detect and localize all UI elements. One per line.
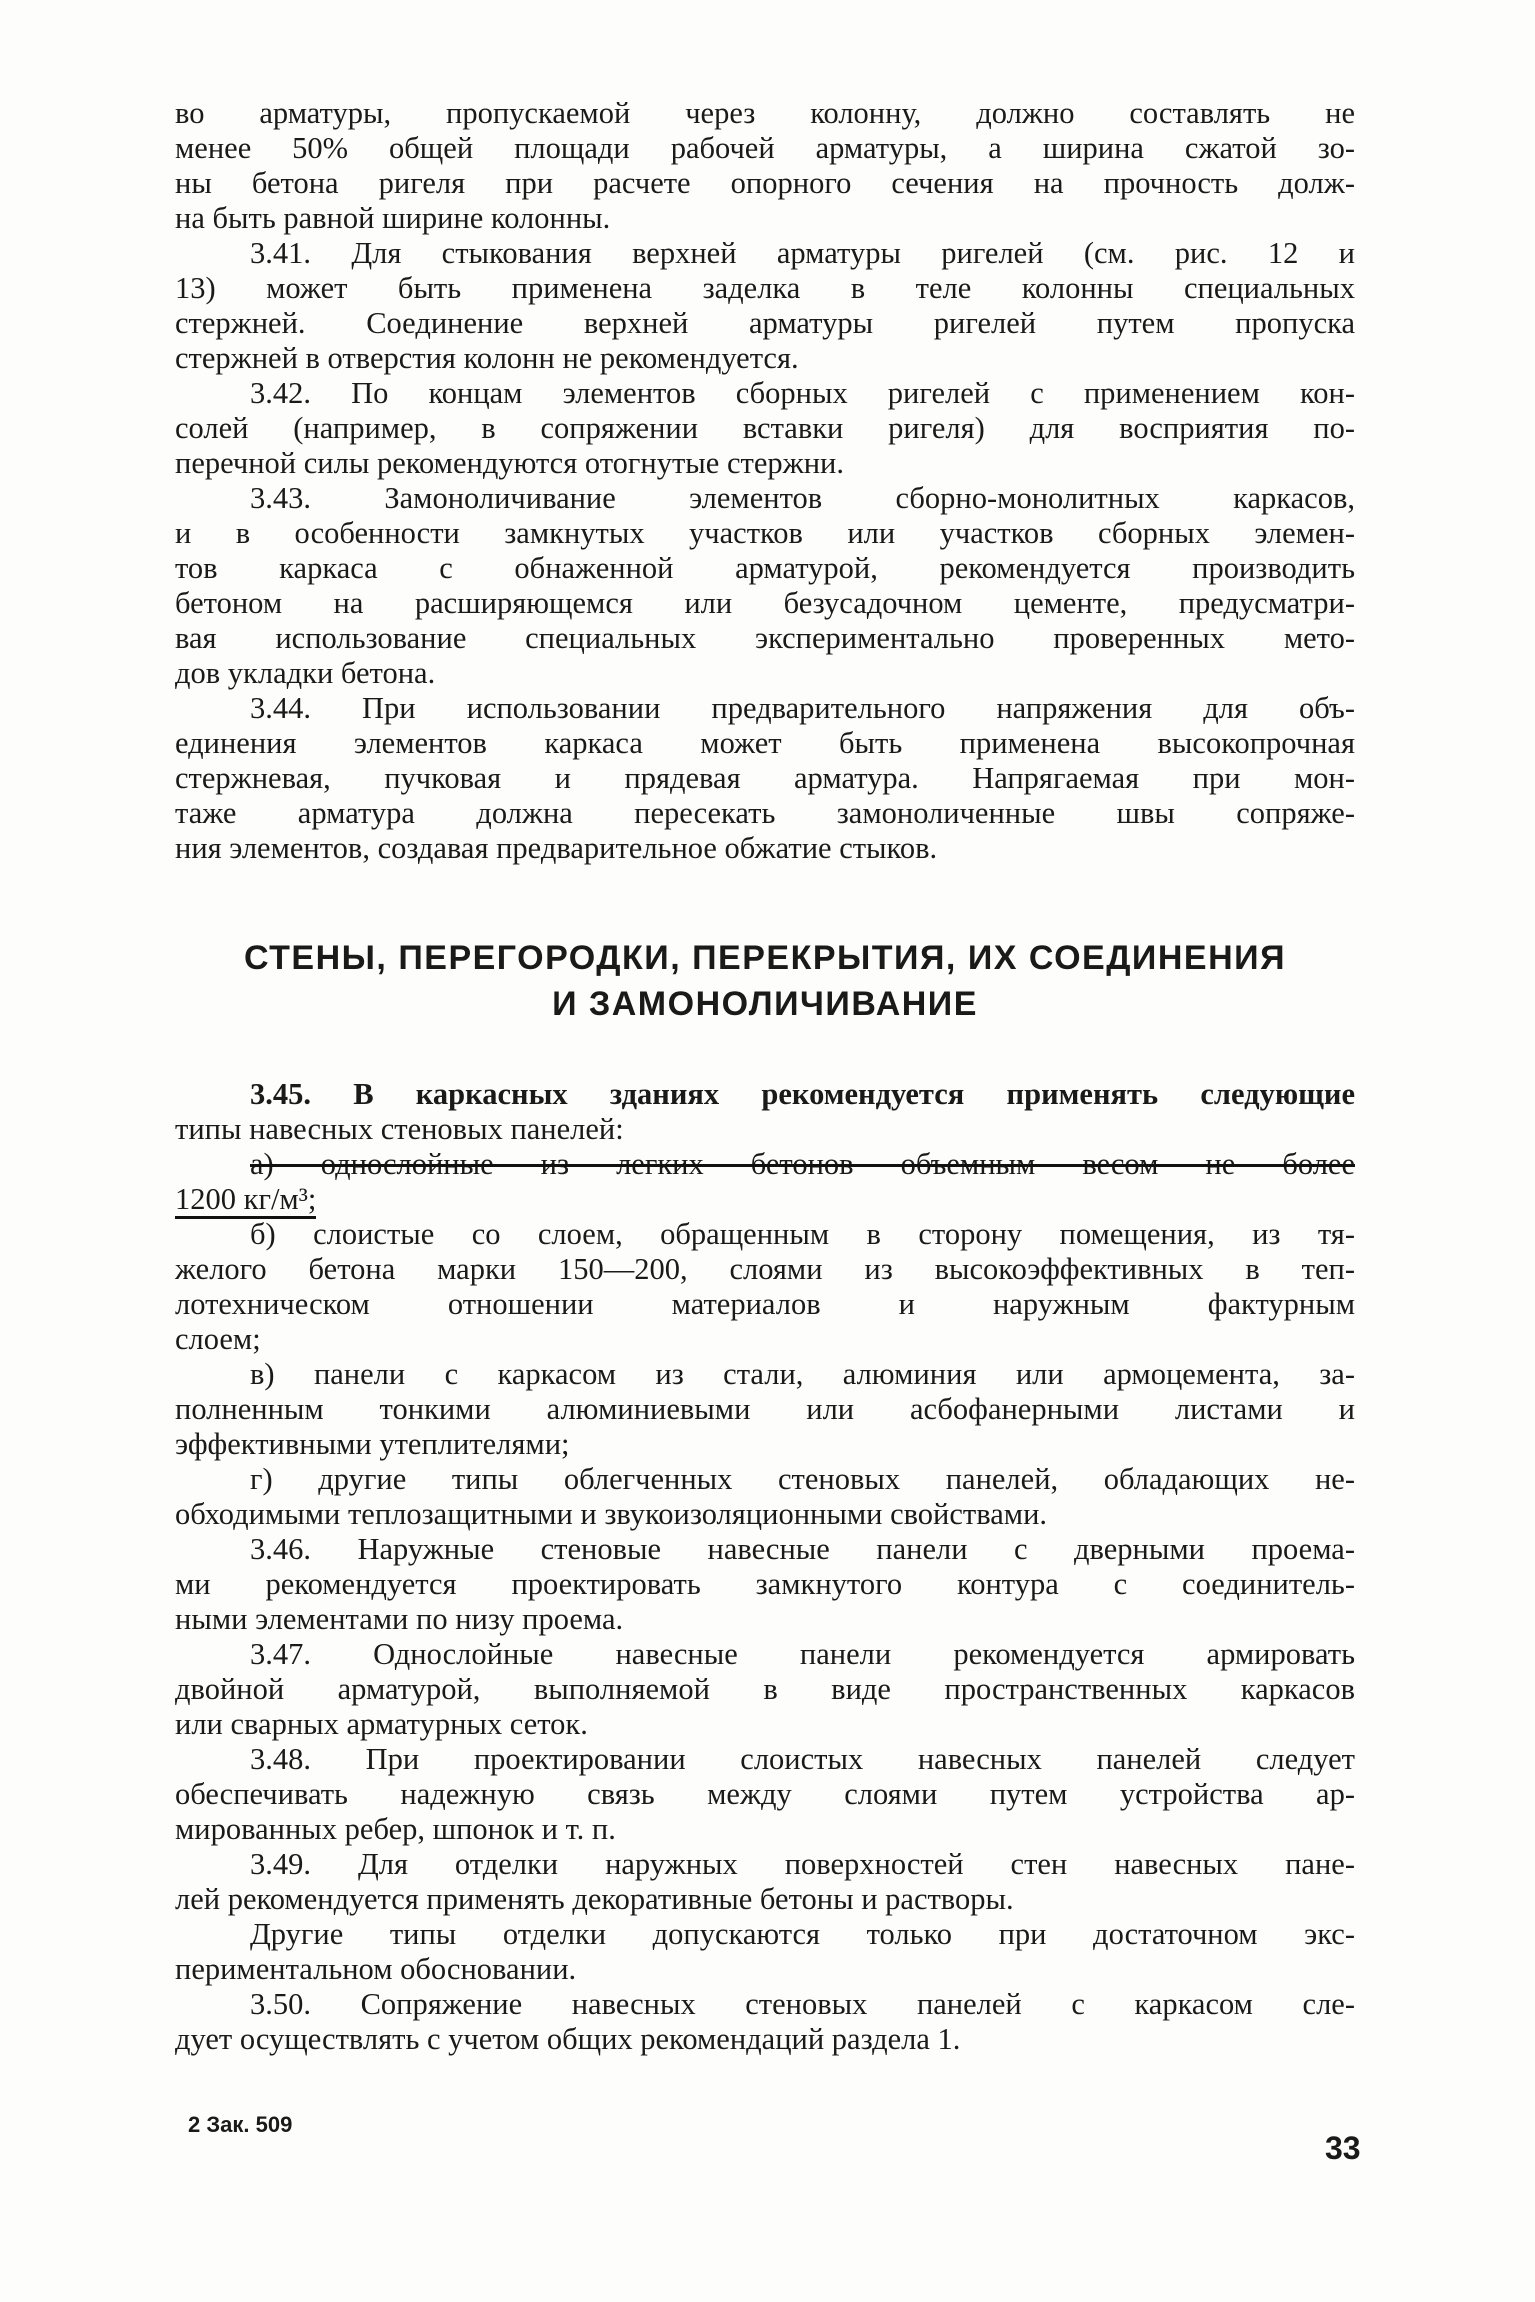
text-line: стержней в отверстия колонн не рекомендуется. xyxy=(175,341,799,375)
text-line: обеспечивать надежную связь между слоями путем устройства ар- xyxy=(175,1777,1355,1811)
section-heading-line-2: И ЗАМОНОЛИЧИВАНИЕ xyxy=(552,985,978,1023)
paragraph-3-46: 3.46. Наружные стеновые навесные панели с дверными проема- xyxy=(250,1532,1355,1566)
list-item-c: в) панели с каркасом из стали, алюминия или армоцемента, за- xyxy=(250,1357,1355,1391)
body-text-block-2 xyxy=(175,1077,1355,2057)
struck-text: 1200 кг/м³; xyxy=(175,1182,316,1219)
text-line: полненным тонкими алюминиевыми или асбофанерными листами и xyxy=(175,1392,1355,1426)
text-line: Другие типы отделки допускаются только при достаточном экс- xyxy=(250,1917,1355,1951)
section-heading-line-1: СТЕНЫ, ПЕРЕГОРОДКИ, ПЕРЕКРЫТИЯ, ИХ СОЕДИНЕНИЯ xyxy=(243,939,1287,977)
list-item-d: г) другие типы облегченных стеновых панелей, обладающих не- xyxy=(250,1462,1355,1496)
text-line: мированных ребер, шпонок и т. п. xyxy=(175,1812,616,1846)
paragraph-3-44: 3.44. При использовании предварительного напряжения для объ- xyxy=(250,691,1355,725)
text-line: на быть равной ширине колонны. xyxy=(175,201,611,235)
text-line: обходимыми теплозащитными и звукоизоляционными свойствами. xyxy=(175,1497,1048,1531)
text-line: лей рекомендуется применять декоративные бетоны и растворы. xyxy=(175,1882,1014,1916)
text-line: таже арматура должна пересекать замоноличенные швы сопряже- xyxy=(175,796,1355,830)
text-line: ния элементов, создавая предварительное обжатие стыков. xyxy=(175,831,938,865)
text-line: типы навесных стеновых панелей: xyxy=(175,1112,624,1146)
text-line: бетоном на расширяющемся или безусадочном цементе, предусматри- xyxy=(175,586,1355,620)
text-line: ны бетона ригеля при расчете опорного сечения на прочность долж- xyxy=(175,166,1355,200)
section-heading xyxy=(175,935,1355,1027)
text-line: лотехническом отношении материалов и наружным фактурным xyxy=(175,1287,1355,1321)
text-line: во арматуры, пропускаемой через колонну, должно составлять не xyxy=(175,96,1355,130)
paragraph-3-42: 3.42. По концам элементов сборных ригелей с применением кон- xyxy=(250,376,1355,410)
text-line: желого бетона марки 150—200, слоями из высокоэффективных в теп- xyxy=(175,1252,1355,1286)
text-line: вая использование специальных экспериментально проверенных мето- xyxy=(175,621,1355,655)
page-number: 33 xyxy=(1325,2130,1361,2166)
text-line: или сварных арматурных сеток. xyxy=(175,1707,588,1741)
text-line: и в особенности замкнутых участков или участков сборных элемен- xyxy=(175,516,1355,550)
text-line: стержневая, пучковая и прядевая арматура. Напрягаемая при мон- xyxy=(175,761,1355,795)
paragraph-3-43: 3.43. Замоноличивание элементов сборно-монолитных каркасов, xyxy=(250,481,1355,515)
struck-text: а) однослойные из легких бетонов объемным весом не более xyxy=(250,1147,1355,1181)
text-line: стержней. Соединение верхней арматуры ригелей путем пропуска xyxy=(175,306,1355,340)
text-line: 13) может быть применена заделка в теле колонны специальных xyxy=(175,271,1355,305)
list-item-b: б) слоистые со слоем, обращенным в сторону помещения, из тя- xyxy=(250,1217,1355,1251)
text-line: периментальном обосновании. xyxy=(175,1952,577,1986)
text-line: солей (например, в сопряжении вставки ригеля) для восприятия по- xyxy=(175,411,1355,445)
paragraph-3-49: 3.49. Для отделки наружных поверхностей стен навесных пане- xyxy=(250,1847,1355,1881)
text-line: единения элементов каркаса может быть применена высокопрочная xyxy=(175,726,1355,760)
paragraph-3-45: 3.45. В каркасных зданиях рекомендуется применять следующие xyxy=(250,1077,1355,1111)
text-line: ными элементами по низу проема. xyxy=(175,1602,624,1636)
paragraph-3-50: 3.50. Сопряжение навесных стеновых панелей с каркасом сле- xyxy=(250,1987,1355,2021)
paragraph-3-48: 3.48. При проектировании слоистых навесных панелей следует xyxy=(250,1742,1355,1776)
text-line: эффективными утеплителями; xyxy=(175,1427,570,1461)
text-line: перечной силы рекомендуются отогнутые стержни. xyxy=(175,446,844,480)
text-line: ми рекомендуется проектировать замкнутого контура с соединитель- xyxy=(175,1567,1355,1601)
paragraph-3-47: 3.47. Однослойные навесные панели рекомендуется армировать xyxy=(250,1637,1355,1671)
list-item-a xyxy=(175,1147,1355,1182)
text-line: двойной арматурой, выполняемой в виде пространственных каркасов xyxy=(175,1672,1355,1706)
text-line: тов каркаса с обнаженной арматурой, рекомендуется производить xyxy=(175,551,1355,585)
list-item-a-cont xyxy=(175,1182,1355,1217)
text-line: слоем; xyxy=(175,1322,261,1356)
body-text-block-1 xyxy=(175,96,1355,866)
print-order-note: 2 Зак. 509 xyxy=(188,2112,293,2137)
text-line: менее 50% общей площади рабочей арматуры, а ширина сжатой зо- xyxy=(175,131,1355,165)
text-line: дует осуществлять с учетом общих рекомендаций раздела 1. xyxy=(175,2022,961,2056)
paragraph-3-41: 3.41. Для стыкования верхней арматуры ригелей (см. рис. 12 и xyxy=(250,236,1355,270)
text-line: дов укладки бетона. xyxy=(175,656,436,690)
